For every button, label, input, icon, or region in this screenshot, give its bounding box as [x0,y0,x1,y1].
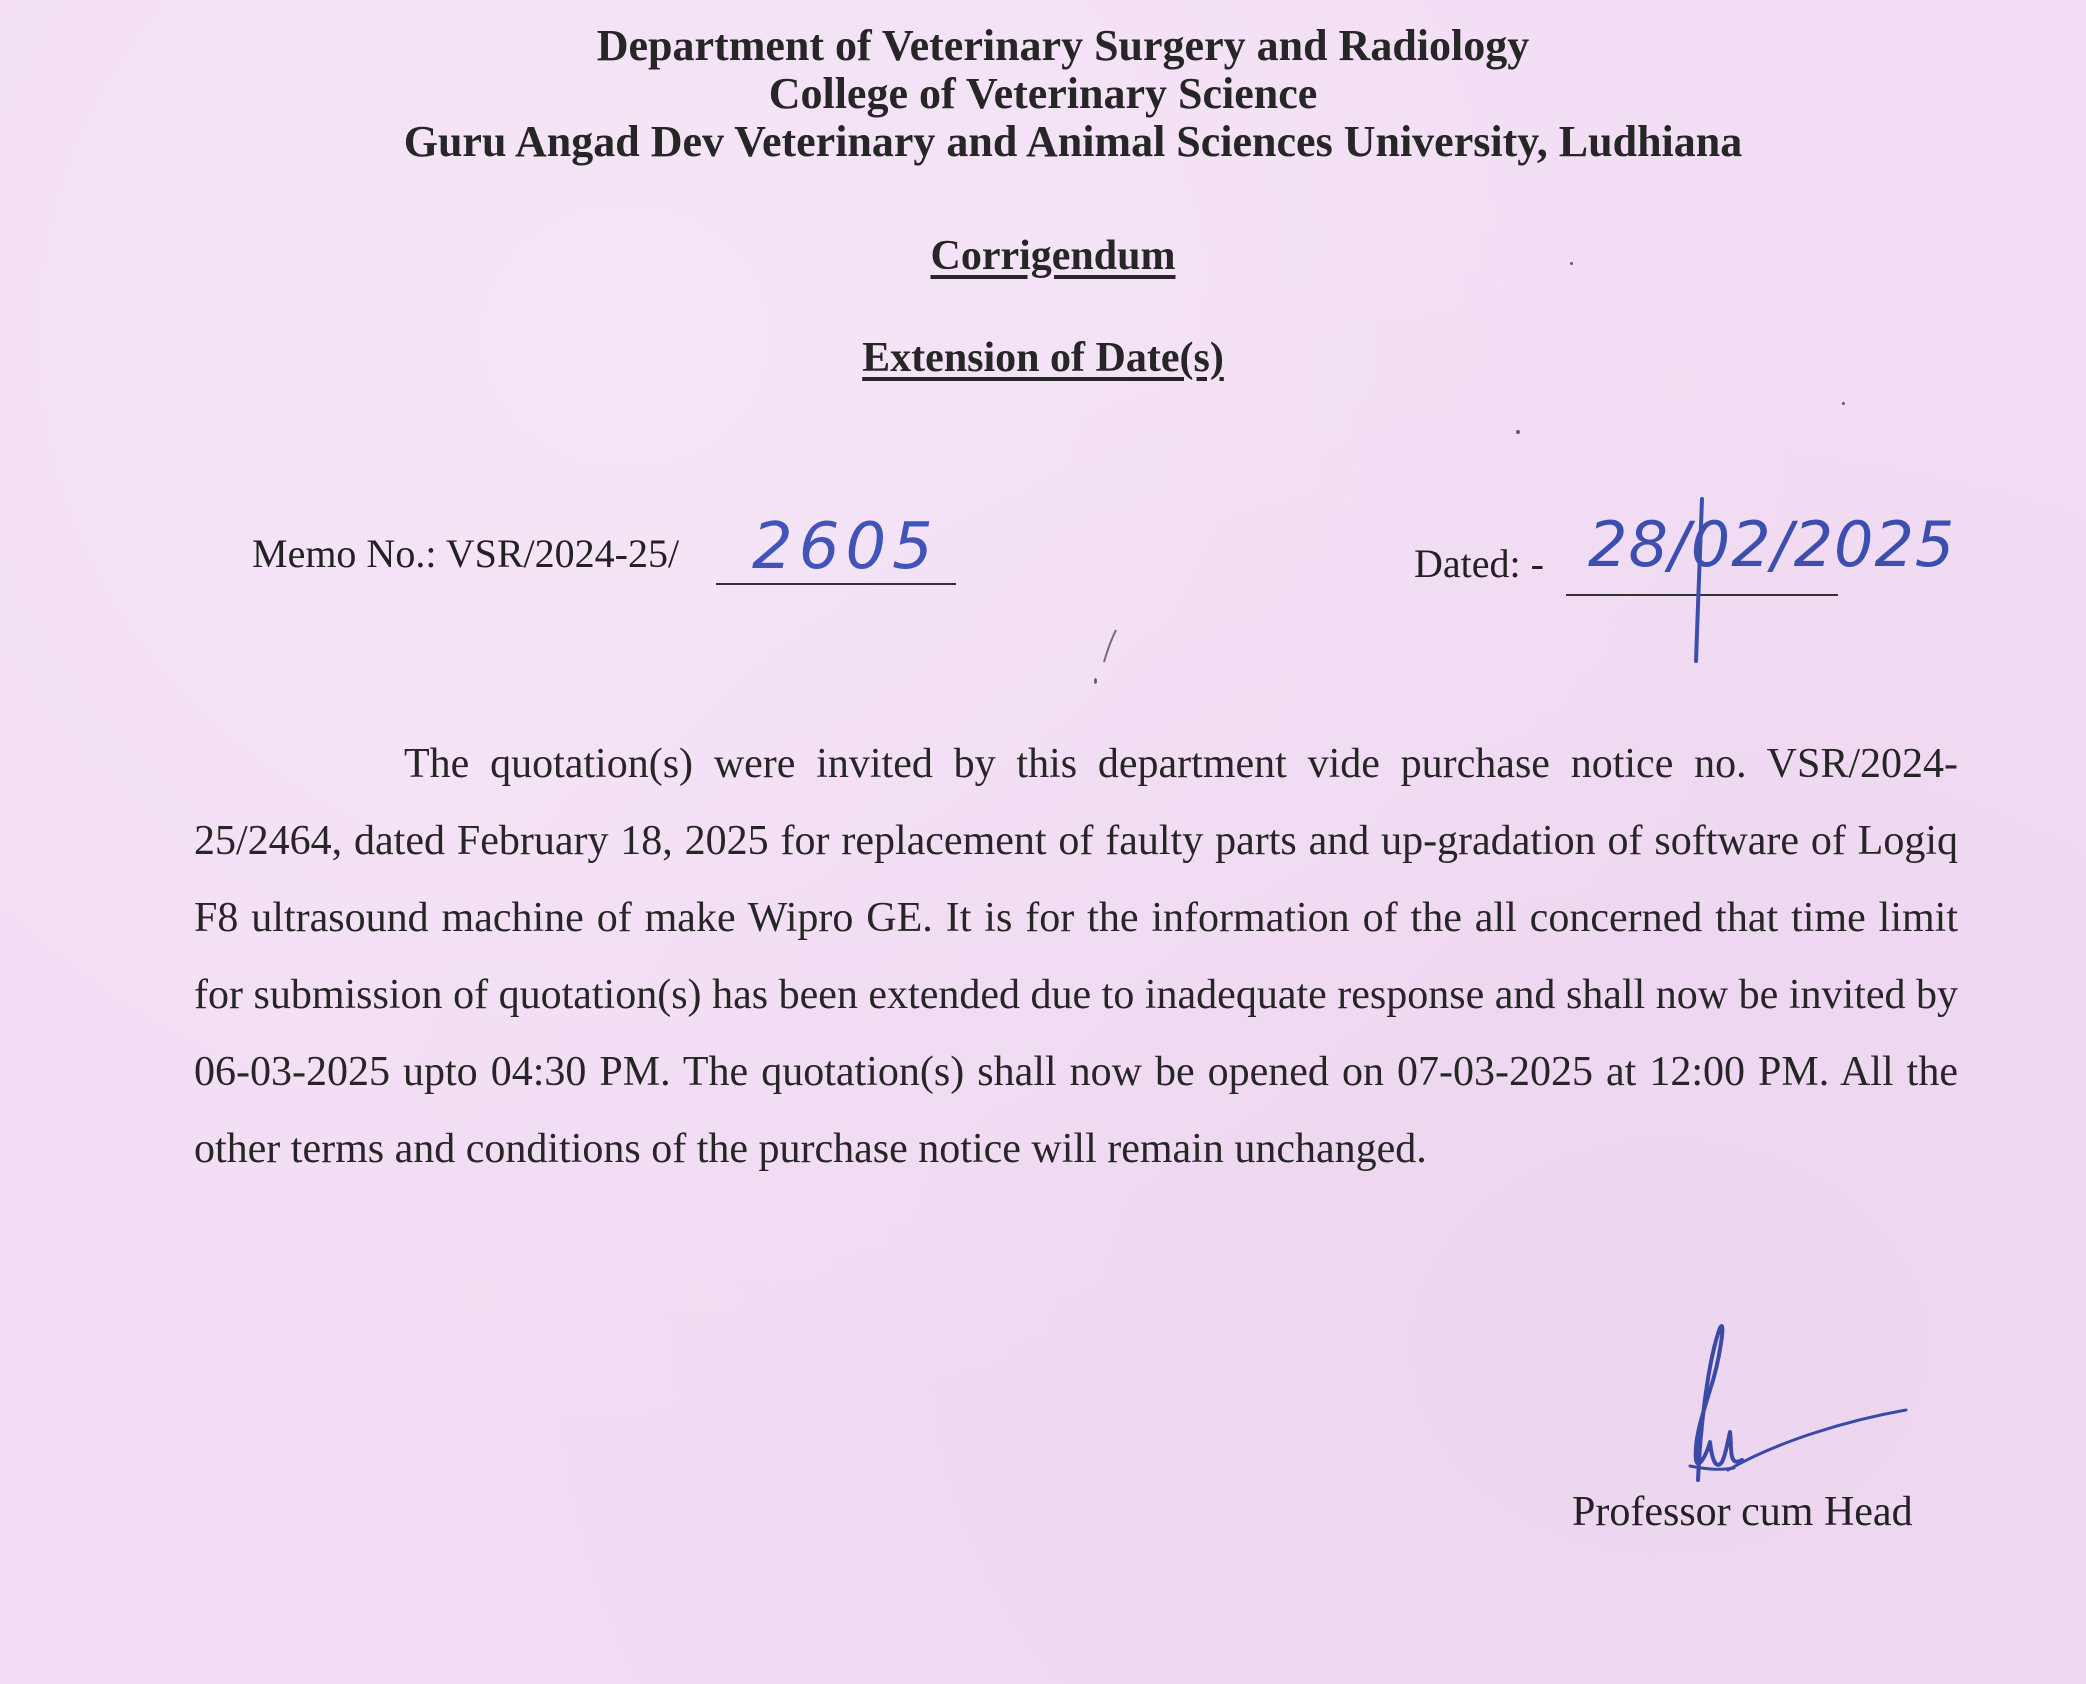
dated-label: Dated: - [1414,541,1544,586]
subject-title: Extension of Date(s) [862,335,1224,381]
paper-speck [1570,262,1573,265]
paper-mark [1100,628,1120,668]
corrigendum-body: The quotation(s) were invited by this department vide purchase notice no. VSR/2024-25/2464, dated February 18, 2025 for replacement of faulty parts and up-gradation of software of Logiq F8 ultrasound machine of make Wipro GE. It is for the information of the all concerned that time limit for submission of quotation(s) has been extended due to inadequate response and shall now be invited by 06-03-2025 upto 04:30 PM. The quotation(s) shall now be opened on 07-03-2025 at 12:00 PM. All the other terms and conditions of the purchase notice will remain unchanged. [194,741,1958,1172]
date-handwritten: 28/02/2025 [1588,508,1956,581]
signature-icon [1650,1320,1910,1490]
date-pen-stroke [1640,495,1760,665]
memo-number-handwritten: 2605 [752,510,939,584]
signatory-title: Professor cum Head [1572,1489,1913,1535]
college-name: College of Veterinary Science [768,69,1318,118]
corrigendum-title: Corrigendum [930,233,1176,279]
department-name: Department of Veterinary Surgery and Radiology [596,21,1530,70]
paper-speck [1842,402,1845,405]
paper-speck [1094,678,1097,684]
memo-label: Memo No.: VSR/2024-25/ [252,531,680,576]
letterhead [0,22,2086,166]
university-name: Guru Angad Dev Veterinary and Animal Sciences University, Ludhiana [403,117,1743,166]
paper-speck [1516,430,1520,434]
